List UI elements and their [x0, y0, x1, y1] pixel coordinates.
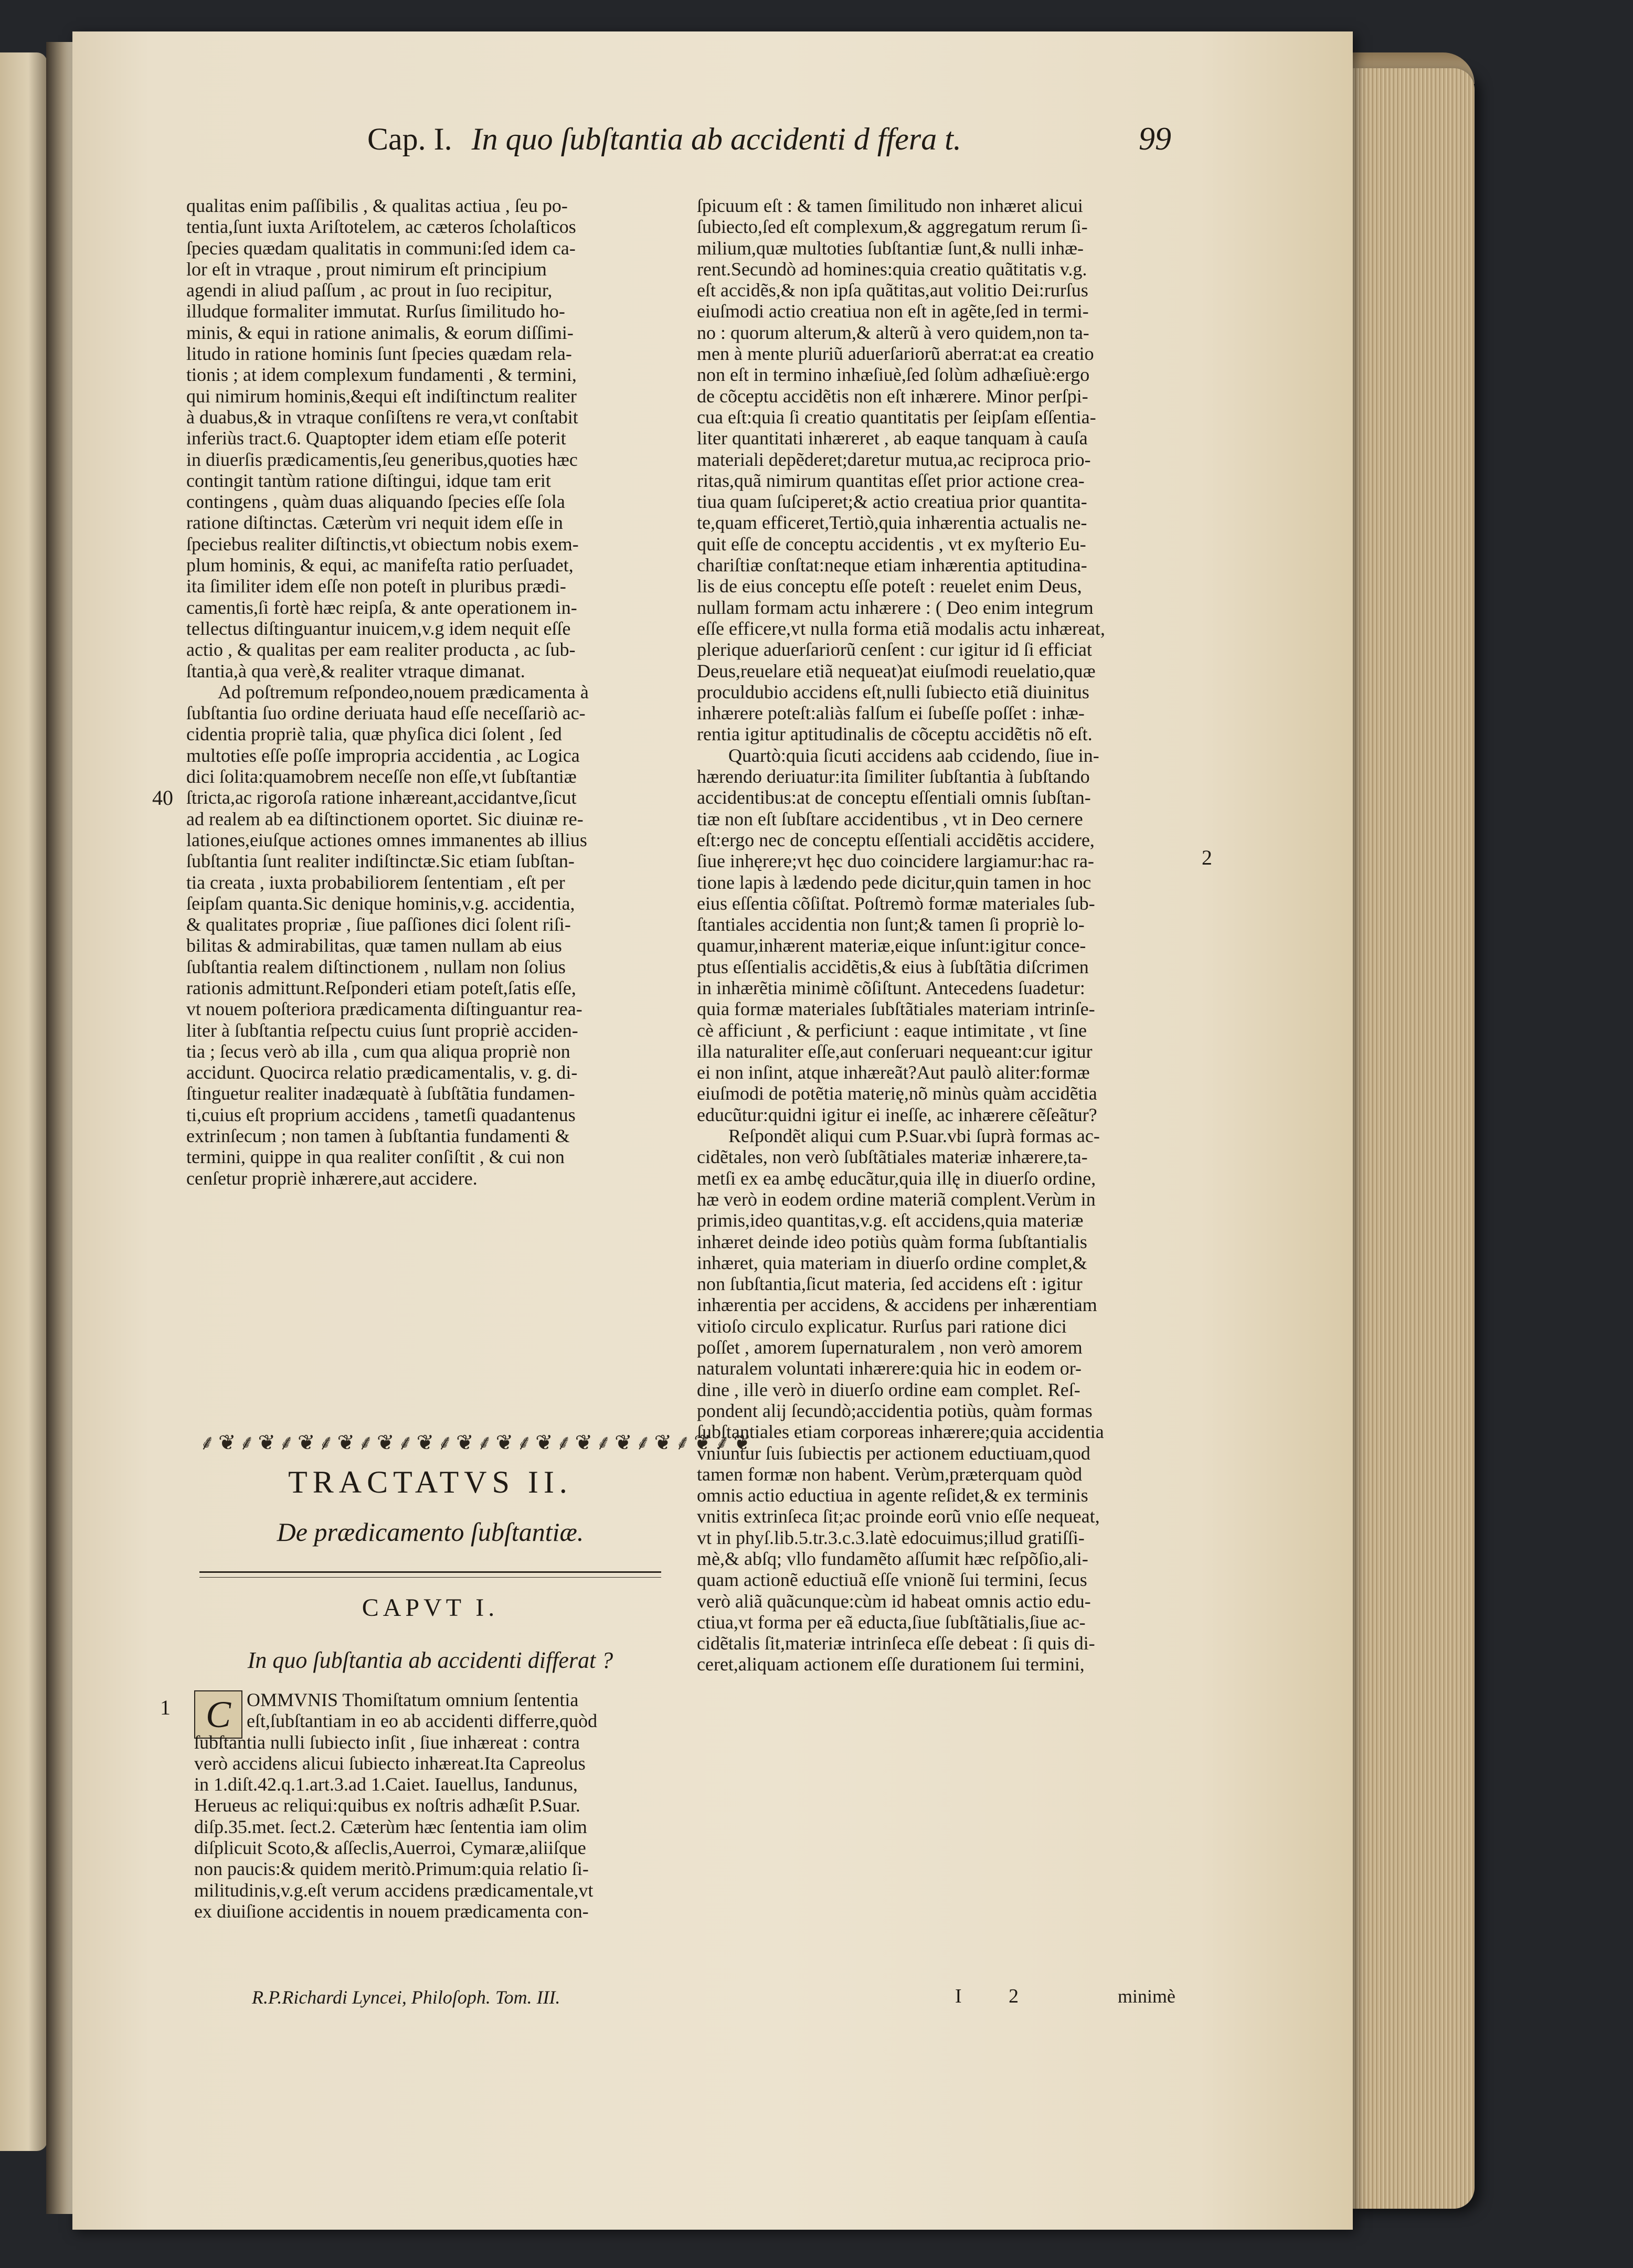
- text-line: tione lapis à lædendo pede dicitur,quin tamen in hoc: [697, 871, 1091, 893]
- text-line: hæ verò in eodem ordine materiã complent.Verùm in: [697, 1188, 1096, 1210]
- text-line: eſt:ergo nec de conceptu eſſentiali accidẽtis accidere,: [697, 829, 1095, 850]
- text-line: dine , ille verò in diuerſo ordine eam complet. Reſ-: [697, 1379, 1080, 1400]
- margin-number-1: 1: [160, 1696, 171, 1719]
- text-line: illudque formaliter immutat. Rurſus ſimilitudo ho-: [186, 301, 565, 322]
- text-line: eiuſmodi actio creatiua non eſt in agẽte,ſed in termi-: [697, 301, 1089, 322]
- text-line: ad realem ab ea diſtinctionem oportet. Sic diuinæ re-: [186, 808, 584, 829]
- text-line: cè afficiunt , & perficiunt : eaque intimitate , vt ſine: [697, 1019, 1087, 1041]
- text-line: de cõceptu accidẽtis non eſt inhærere. Minor perſpi-: [697, 385, 1088, 407]
- tractatus-subtitle: De prædicamento ſubſtantiæ.: [277, 1517, 584, 1547]
- text-line: ſubiecto,ſed eſt complexum,& aggregatum rerum ſi-: [697, 216, 1088, 238]
- text-line: eius eſſentia cõſiſtat. Poſtremò formæ materiales ſub-: [697, 892, 1095, 914]
- page-block-edge: [1349, 68, 1475, 2209]
- text-line: quam actionẽ eductiuã eſſe vnionẽ ſui termini, ſecus: [697, 1569, 1087, 1591]
- text-line: cua eſt:quia ſi creatio quantitatis per ſeipſam eſſentia-: [697, 406, 1096, 428]
- text-line: minis, & equi in ratione animalis, & eorum diſſimi-: [186, 322, 574, 343]
- text-line: eſt,ſubſtantiam in eo ab accidenti differre,quòd: [247, 1710, 598, 1732]
- text-line: rationis admittunt.Reſponderi etiam poteſt,ſatis eſſe,: [186, 977, 576, 998]
- text-line: non eſt in termino inhæſiuè,ſed ſolùm adhæſiuè:ergo: [697, 364, 1090, 386]
- text-line: inhærere poteſt:aliàs falſum ei ſubeſſe poſſet : inhæ-: [697, 702, 1085, 724]
- running-head: [367, 108, 1207, 171]
- text-line: dici ſolita:quamobrem neceſſe non eſſe,vt ſubſtantiæ: [186, 766, 577, 787]
- text-line: ptus eſſentialis accidẽtis,& eius à ſubſtãtia diſcrimen: [697, 956, 1089, 977]
- text-line: tia ; ſecus verò ab illa , cum qua aliqua propriè non: [186, 1040, 570, 1062]
- catchword: minimè: [1118, 1986, 1175, 2007]
- caput-heading: CAPVT I.: [362, 1594, 499, 1622]
- text-line: ctiua,vt forma per eã educta,ſiue ſubſtãtialis,ſiue ac-: [697, 1611, 1086, 1633]
- text-line: liter à ſubſtantia reſpectu cuius ſunt propriè acciden-: [186, 1019, 578, 1041]
- text-line: tionis ; at idem complexum fundamenti , & termini,: [186, 364, 577, 386]
- text-line: ſubſtantia ſunt realiter indiſtinctæ.Sic etiam ſubſtan-: [186, 850, 575, 872]
- text-line: Herueus ac reliqui:quibus ex noſtris adhæſit P.Suar.: [194, 1795, 580, 1816]
- text-line: vniuntur ſuis ſubiectis per actionem eductiuam,quod: [697, 1442, 1090, 1464]
- text-line: rentia igitur aptitudinalis de cõceptu accidẽtis nõ eſt.: [697, 723, 1093, 745]
- text-line: cidẽtales, non verò ſubſtãtiales materiæ inhærere,ta-: [697, 1146, 1088, 1168]
- text-line: OMMVNIS Thomiſtatum omnium ſententia: [247, 1689, 579, 1710]
- text-line: ſpicuum eſt : & tamen ſimilitudo non inhæret alicui: [697, 195, 1083, 216]
- text-line: ſtantia,à qua verè,& realiter vtraque dimanat.: [186, 660, 525, 682]
- text-line: ratione diſtinctas. Cæterùm vri nequit idem eſſe in: [186, 512, 563, 534]
- text-line: extrinſecum ; non tamen à ſubſtantia fundamenti &: [186, 1125, 570, 1147]
- text-line: & qualitates propriæ , ſiue paſſiones dici ſolent riſi-: [186, 914, 571, 935]
- tractatus-title: TRACTATVS II.: [288, 1465, 572, 1499]
- text-line: inferiùs tract.6. Quaptopter idem etiam eſſe poterit: [186, 428, 566, 449]
- text-line: Reſpondẽt aliqui cum P.Suar.vbi ſuprà formas ac-: [728, 1125, 1100, 1147]
- text-line: inhærentia per accidens, & accidens per inhærentiam: [697, 1294, 1097, 1316]
- text-line: vitioſo circulo explicatur. Rurſus pari ratione dici: [697, 1315, 1067, 1337]
- text-line: verò accidens alicui ſubiecto inhæreat.Ita Capreolus: [194, 1752, 586, 1774]
- text-line: ſtinguetur realiter inadæquatè à ſubſtãtia fundamen-: [186, 1083, 575, 1104]
- text-line: non ſubſtantia,ſicut materia, ſed accidens eſt : igitur: [697, 1273, 1083, 1295]
- text-line: non paucis:& quidem meritò.Primum:quia relatio ſi-: [194, 1858, 589, 1880]
- text-line: diſp.35.met. ſect.2. Cæterùm hæc ſententia iam olim: [194, 1816, 587, 1837]
- text-line: naturalem voluntati inhærere:quia hic in eodem or-: [697, 1358, 1082, 1379]
- text-line: eiuſmodi de potẽtia materię,nõ minùs quàm accidẽtia: [697, 1083, 1097, 1104]
- text-line: milium,quæ multoties ſubſtantiæ ſunt,& nulli inhæ-: [697, 237, 1084, 259]
- text-line: no : quorum alterum,& alterũ à vero quidem,non ta-: [697, 322, 1089, 343]
- text-line: verò aliã quãcunque:cùm id habeat omnis actio edu-: [697, 1590, 1091, 1612]
- text-line: educũtur:quidni igitur ei ineſſe, ac inhærere cẽſeãtur?: [697, 1104, 1097, 1125]
- text-line: nullam formam actu inhærere : ( Deo enim integrum: [697, 597, 1094, 618]
- text-line: in 1.diſt.42.q.1.art.3.ad 1.Caiet. Iauellus, Iandunus,: [194, 1774, 578, 1795]
- text-line: bilitas & admirabilitas, quæ tamen nullam ab eius: [186, 935, 562, 956]
- text-line: omnis actio eductiua in agente reſidet,& ex terminis: [697, 1485, 1088, 1506]
- text-line: te,quam efficeret,Tertiò,quia inhærentia actualis ne-: [697, 512, 1087, 534]
- drop-capital: C: [194, 1690, 242, 1739]
- text-line: plerique aduerſariorũ cenſent : cur igitur id ſi efficiat: [697, 639, 1093, 661]
- text-line: cenſetur propriè inhærere,aut accidere.: [186, 1167, 478, 1189]
- text-line: ſubſtantiales etiam corporeas inhærere;quia accidentia: [697, 1421, 1104, 1443]
- text-line: tamen formæ non habent. Verùm,præterquam quòd: [697, 1463, 1083, 1485]
- text-line: ſubſtantia ſuo ordine deriuata haud eſſe neceſſariò ac-: [186, 702, 586, 724]
- text-line: Deus,reuelare etiã nequeat)at eiuſmodi reuelatio,quæ: [697, 660, 1096, 682]
- text-line: ceret,aliquam actionem eſſe durationem ſui termini,: [697, 1654, 1085, 1675]
- text-line: militudinis,v.g.eſt verum accidens prædicamentale,vt: [194, 1879, 593, 1901]
- text-line: eſt accidẽs,& non ipſa quãtitas,aut volitio Dei:rurſus: [697, 280, 1088, 301]
- text-line: inhæret deinde ideo potiùs quàm forma ſubſtantialis: [697, 1231, 1087, 1252]
- text-line: ita ſimiliter idem eſſe non poteſt in pluribus prædi-: [186, 576, 566, 597]
- text-line: in diuerſis prædicamentis,ſeu generibus,quoties hæc: [186, 449, 578, 470]
- text-line: Quartò:quia ſicuti accidens aab ccidendo, ſiue in-: [728, 744, 1099, 766]
- margin-number-40: 40: [152, 786, 173, 810]
- margin-number-2: 2: [1202, 846, 1212, 869]
- text-line: accidunt. Quocirca relatio prædicamentalis, v. g. di-: [186, 1062, 578, 1083]
- text-line: contingens , quàm duas aliquando ſpecies eſſe ſola: [186, 491, 565, 513]
- text-line: qualitas enim paſſibilis , & qualitas actiua , ſeu po-: [186, 195, 568, 216]
- text-line: litudo in ratione hominis ſunt ſpecies quædam rela-: [186, 343, 572, 365]
- caput-body-text: [194, 1689, 666, 1922]
- text-line: chariſtiæ conſtat:neque etiam inhærentia aptitudina-: [697, 555, 1087, 576]
- text-line: pondent alij ſecundò;accidentia potiùs, quàm formas: [697, 1400, 1093, 1421]
- text-line: hærendo deriuatur:ita ſimiliter ſubſtantia à ſubſtando: [697, 766, 1090, 787]
- text-line: vt in phyſ.lib.5.tr.3.c.3.latè edocuimus;illud gratiſſi-: [697, 1527, 1085, 1548]
- text-line: quit eſſe de conceptu accidentis , vt ex myſterio Eu-: [697, 533, 1086, 555]
- text-line: ti,cuius eſt proprium accidens , tametſi quadantenus: [186, 1104, 576, 1125]
- text-line: vt nouem poſteriora prædicamenta diſtinguantur rea-: [186, 998, 582, 1020]
- text-line: ſiue inhęrere;vt hęc duo coincidere largiamur:hac ra-: [697, 850, 1094, 872]
- text-line: illa naturaliter eſſe,aut conſeruari nequeant:cur igitur: [697, 1040, 1093, 1062]
- text-line: cidẽtalis ſit,materiæ intrinſeca eſſe debeat : ſi quis di-: [697, 1633, 1095, 1654]
- text-line: ſtantiales accidentia non ſunt;& tamen ſi propriè lo-: [697, 914, 1085, 935]
- text-line: eſſe efficere,vt nulla forma etiã modalis actu inhæreat,: [697, 617, 1106, 639]
- text-line: metſi ex ea ambę educãtur,quia illę in diuerſo ordine,: [697, 1167, 1096, 1189]
- text-line: ſeipſam quanta.Sic denique hominis,v.g. accidentia,: [186, 892, 575, 914]
- text-line: à duabus,& in vtraque conſiſtens re vera,vt conſtabit: [186, 406, 578, 428]
- text-line: actio , & qualitas per eam realiter producta , ac ſub-: [186, 639, 576, 661]
- text-line: primis,ideo quantitas,v.g. eſt accidens,quia materiæ: [697, 1210, 1084, 1231]
- text-line: plum hominis, & equi, ac manifeſta ratio perſuadet,: [186, 555, 574, 576]
- text-line: ſubſtantia realem diſtinctionem , nullam non ſolius: [186, 956, 566, 977]
- text-line: ſtricta,ac rigoroſa ratione inhæreant,accidantve,ſicut: [186, 787, 577, 808]
- text-line: in inhærẽtia minimè cõſiſtunt. Antecedens ſuadetur:: [697, 977, 1085, 998]
- text-line: ex diuiſione accidentis in nouem prædicamenta con-: [194, 1900, 589, 1922]
- running-head-chapter: Cap. I.: [367, 122, 452, 156]
- text-line: proculdubio accidens eſt,nulli ſubiecto etiã diuinitus: [697, 681, 1089, 702]
- text-line: lationes,eiuſque actiones omnes immanentes ab illius: [186, 829, 587, 850]
- page-number: 99: [1139, 121, 1171, 157]
- text-line: tiua quam ſuſciperet;& actio creatiua prior quantita-: [697, 491, 1087, 513]
- text-line: Ad poſtremum reſpondeo,nouem prædicamenta à: [218, 681, 589, 702]
- text-line: qui nimirum hominis,&equi eſt indiſtinctum realiter: [186, 385, 577, 407]
- text-line: ritas,quã nimirum quantitas eſſet prior actione crea-: [697, 470, 1085, 491]
- text-line: mè,& abſq; vllo fundamẽto aſſumit hæc reſpõſio,ali-: [697, 1548, 1088, 1569]
- text-line: ſpecies quædam qualitatis in communi:ſed idem ca-: [186, 237, 576, 259]
- text-line: inhæret, quia materiam in diuerſo ordine complet,&: [697, 1252, 1087, 1273]
- text-line: ſubſtantia nulli ſubiecto inſit , ſiue inhæreat : contra: [194, 1731, 580, 1753]
- text-line: agendi in aliud paſſum , ac prout in ſuo recipitur,: [186, 280, 553, 301]
- text-line: rent.Secundò ad homines:quia creatio quãtitatis v.g.: [697, 258, 1087, 280]
- text-line: termini, quippe in qua realiter conſiſtit , & cui non: [186, 1146, 565, 1168]
- text-line: tiæ non eſt ſubſtare accidentibus , vt in Deo cernere: [697, 808, 1083, 829]
- book-signature-line: R.P.Richardi Lyncei, Philoſoph. Tom. III.: [252, 1987, 560, 2008]
- text-line: contingit tantùm ratione diſtingui, idque tam erit: [186, 470, 551, 491]
- facing-page-edge: [0, 52, 47, 2151]
- text-line: lor eſt in vtraque , prout nimirum eſt principium: [186, 258, 547, 280]
- text-line: vnitis extrinſeca ſit;ac proinde eorũ vnio eſſe nequeat,: [697, 1506, 1100, 1527]
- text-line: ſpeciebus realiter diſtinctis,vt obiectum nobis exem-: [186, 533, 579, 555]
- text-line: liter quantitati inhæreret , ab eaque tanquam à cauſa: [697, 428, 1088, 449]
- text-line: accidentibus:at de conceptu eſſentiali omnis ſubſtan-: [697, 787, 1091, 808]
- right-column-text: [697, 195, 1180, 1675]
- text-line: lis de eius conceptu eſſe poteſt : reuelet enim Deus,: [697, 576, 1082, 597]
- text-line: men à mente pluriũ aduerſariorũ aberrat:at ea creatio: [697, 343, 1094, 365]
- section-rule: [199, 1571, 661, 1578]
- text-line: poſſet , amorem ſupernaturalem , non verò amorem: [697, 1337, 1083, 1358]
- text-line: quamur,inhærent materiæ,eique inſunt:igitur conce-: [697, 935, 1086, 956]
- text-line: camentis,ſi fortè hæc reipſa, & ante operationem in-: [186, 597, 577, 618]
- text-line: multoties eſſe poſſe impropria accidentia , ac Logica: [186, 744, 580, 766]
- text-line: tellectus diſtinguantur inuicem,v.g idem nequit eſſe: [186, 617, 571, 639]
- running-head-title: In quo ſubſtantia ab accidenti d ffera t.: [471, 122, 961, 156]
- left-column-text: [186, 195, 669, 1189]
- gathering-signature: I 2: [955, 1985, 1040, 2007]
- text-line: cidentia propriè talia, quæ phyſica dici ſolent , ſed: [186, 723, 562, 745]
- caput-subtitle: In quo ſubſtantia ab accidenti differat ?: [247, 1647, 613, 1673]
- ornamental-band: ⸙❦⸙❦⸙❦⸙❦⸙❦⸙❦⸙❦⸙❦⸙❦⸙❦⸙❦⸙❦⸙❦⸙❦: [199, 1431, 755, 1454]
- text-line: tia creata , iuxta probabiliorem ſententiam , eſt per: [186, 871, 565, 893]
- text-line: diſplicuit Scoto,& aſſeclis,Auerroi, Cymaræ,aliiſque: [194, 1837, 586, 1859]
- text-line: quia formæ materiales ſubſtãtiales materiam intrinſe-: [697, 998, 1095, 1020]
- text-line: tentia,ſunt iuxta Ariſtotelem, ac cæteros ſcholaſticos: [186, 216, 576, 238]
- book-gutter: [46, 42, 75, 2214]
- text-line: materiali depẽderet;daretur mutua,ac reciproca prio-: [697, 449, 1091, 470]
- text-line: ei non inſint, atque inhæreãt?Aut paulò aliter:formæ: [697, 1062, 1090, 1083]
